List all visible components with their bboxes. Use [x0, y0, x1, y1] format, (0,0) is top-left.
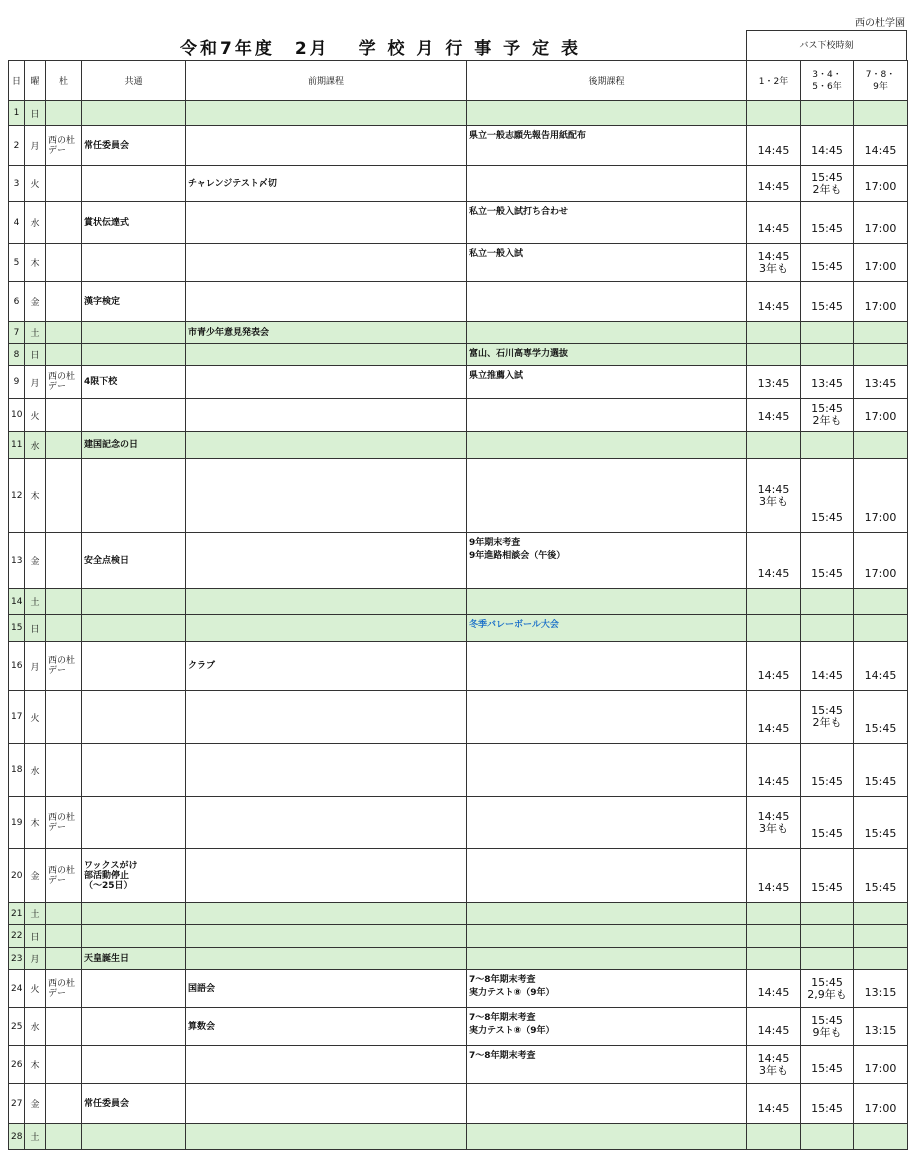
- second-term-cell: [467, 399, 747, 432]
- common-cell: [82, 244, 186, 282]
- table-row: [9, 925, 908, 948]
- first-term-cell: [186, 589, 467, 615]
- common-cell: [82, 101, 186, 126]
- sha-cell: [46, 101, 82, 126]
- first-term-cell: クラブ: [186, 642, 467, 691]
- day-cell: 9: [9, 366, 25, 399]
- table-row: [9, 366, 908, 399]
- bus-time-1-2: [747, 344, 801, 366]
- common-cell: [82, 903, 186, 925]
- bus-header: バス下校時刻: [746, 30, 907, 60]
- bus-time-3-6: [801, 589, 854, 615]
- dow-cell: 水: [25, 744, 46, 797]
- sha-cell: [46, 202, 82, 244]
- common-cell: 安全点検日: [82, 533, 186, 589]
- second-term-cell: [467, 849, 747, 903]
- bus-time-7-9: [854, 322, 908, 344]
- dow-cell: 木: [25, 797, 46, 849]
- bus-time-1-2: 14:45 3年も: [747, 459, 801, 533]
- sha-cell: 西の杜 デー: [46, 642, 82, 691]
- dow-cell: 日: [25, 615, 46, 642]
- day-cell: 28: [9, 1124, 25, 1150]
- sha-cell: [46, 615, 82, 642]
- bus-time-1-2: 14:45: [747, 282, 801, 322]
- common-cell: [82, 1008, 186, 1046]
- day-cell: 23: [9, 948, 25, 970]
- day-cell: 7: [9, 322, 25, 344]
- first-term-cell: [186, 202, 467, 244]
- common-cell: [82, 797, 186, 849]
- schedule-table: [8, 60, 908, 1150]
- day-cell: 15: [9, 615, 25, 642]
- bus-time-7-9: 14:45: [854, 642, 908, 691]
- bus-time-7-9: 17:00: [854, 399, 908, 432]
- dow-cell: 日: [25, 925, 46, 948]
- common-cell: [82, 744, 186, 797]
- second-term-cell: [467, 282, 747, 322]
- sha-cell: [46, 282, 82, 322]
- second-term-cell: [467, 903, 747, 925]
- bus-time-1-2: 14:45: [747, 1008, 801, 1046]
- day-cell: 21: [9, 903, 25, 925]
- dow-cell: 金: [25, 282, 46, 322]
- dow-cell: 木: [25, 244, 46, 282]
- dow-cell: 木: [25, 1046, 46, 1084]
- first-term-cell: [186, 615, 467, 642]
- bus-time-3-6: 15:45: [801, 533, 854, 589]
- dow-cell: 水: [25, 432, 46, 459]
- common-cell: [82, 459, 186, 533]
- second-term-cell: [467, 589, 747, 615]
- table-row: [9, 691, 908, 744]
- first-term-cell: [186, 533, 467, 589]
- dow-cell: 土: [25, 322, 46, 344]
- common-cell: [82, 1124, 186, 1150]
- common-cell: [82, 322, 186, 344]
- sha-cell: 西の杜 デー: [46, 366, 82, 399]
- bus-time-1-2: 14:45 3年も: [747, 244, 801, 282]
- day-cell: 24: [9, 970, 25, 1008]
- bus-time-1-2: [747, 589, 801, 615]
- dow-cell: 火: [25, 691, 46, 744]
- sha-cell: 西の杜 デー: [46, 797, 82, 849]
- dow-cell: 土: [25, 589, 46, 615]
- dow-cell: 日: [25, 344, 46, 366]
- bus-time-7-9: [854, 903, 908, 925]
- bus-time-1-2: 14:45: [747, 970, 801, 1008]
- table-row: [9, 344, 908, 366]
- bus-time-3-6: [801, 615, 854, 642]
- day-cell: 1: [9, 101, 25, 126]
- second-term-cell: [467, 744, 747, 797]
- common-cell: 漢字検定: [82, 282, 186, 322]
- table-row: [9, 970, 908, 1008]
- common-cell: 建国記念の日: [82, 432, 186, 459]
- day-cell: 11: [9, 432, 25, 459]
- sha-cell: [46, 166, 82, 202]
- bus-time-3-6: 13:45: [801, 366, 854, 399]
- day-cell: 27: [9, 1084, 25, 1124]
- first-term-cell: [186, 459, 467, 533]
- day-cell: 20: [9, 849, 25, 903]
- second-term-cell: [467, 101, 747, 126]
- first-term-cell: チャレンジテスト〆切: [186, 166, 467, 202]
- bus-time-3-6: 15:45: [801, 244, 854, 282]
- common-cell: [82, 970, 186, 1008]
- day-cell: 12: [9, 459, 25, 533]
- second-term-cell: [467, 797, 747, 849]
- col-grade-1-2: 1・2年: [747, 61, 801, 101]
- bus-time-1-2: 14:45: [747, 642, 801, 691]
- bus-time-1-2: 14:45: [747, 166, 801, 202]
- bus-time-7-9: [854, 589, 908, 615]
- col-sha: 杜: [46, 61, 82, 101]
- sha-cell: [46, 322, 82, 344]
- school-name: 西の杜学園: [855, 18, 905, 29]
- common-cell: [82, 642, 186, 691]
- dow-cell: 木: [25, 459, 46, 533]
- bus-time-3-6: [801, 1124, 854, 1150]
- second-term-cell: [467, 432, 747, 459]
- bus-time-3-6: 14:45: [801, 642, 854, 691]
- bus-time-7-9: [854, 925, 908, 948]
- bus-time-7-9: 17:00: [854, 166, 908, 202]
- col-day: 日: [9, 61, 25, 101]
- table-row: [9, 1008, 908, 1046]
- day-cell: 22: [9, 925, 25, 948]
- table-row: [9, 244, 908, 282]
- sha-cell: [46, 533, 82, 589]
- table-row: [9, 101, 908, 126]
- bus-time-7-9: 17:00: [854, 1084, 908, 1124]
- second-term-cell: [467, 925, 747, 948]
- bus-time-7-9: 17:00: [854, 282, 908, 322]
- day-cell: 6: [9, 282, 25, 322]
- bus-time-7-9: [854, 344, 908, 366]
- table-row: [9, 744, 908, 797]
- dow-cell: 月: [25, 126, 46, 166]
- dow-cell: 日: [25, 101, 46, 126]
- bus-time-7-9: 17:00: [854, 459, 908, 533]
- common-cell: 常任委員会: [82, 1084, 186, 1124]
- day-cell: 25: [9, 1008, 25, 1046]
- bus-time-3-6: [801, 101, 854, 126]
- first-term-cell: [186, 1124, 467, 1150]
- bus-time-7-9: 14:45: [854, 126, 908, 166]
- sha-cell: [46, 948, 82, 970]
- bus-time-3-6: 15:45: [801, 744, 854, 797]
- day-cell: 10: [9, 399, 25, 432]
- table-row: [9, 459, 908, 533]
- first-term-cell: 国語会: [186, 970, 467, 1008]
- day-cell: 5: [9, 244, 25, 282]
- dow-cell: 土: [25, 1124, 46, 1150]
- sha-cell: [46, 903, 82, 925]
- bus-time-7-9: 13:15: [854, 1008, 908, 1046]
- day-cell: 14: [9, 589, 25, 615]
- bus-time-1-2: 14:45: [747, 849, 801, 903]
- bus-time-1-2: [747, 903, 801, 925]
- bus-time-7-9: 13:45: [854, 366, 908, 399]
- second-term-cell: 7～8年期末考査: [467, 1046, 747, 1084]
- dow-cell: 金: [25, 849, 46, 903]
- bus-time-1-2: [747, 322, 801, 344]
- day-cell: 18: [9, 744, 25, 797]
- day-cell: 26: [9, 1046, 25, 1084]
- table-row: [9, 282, 908, 322]
- common-cell: [82, 589, 186, 615]
- first-term-cell: 市青少年意見発表会: [186, 322, 467, 344]
- dow-cell: 月: [25, 948, 46, 970]
- bus-time-1-2: 14:45: [747, 744, 801, 797]
- second-term-cell: [467, 1124, 747, 1150]
- dow-cell: 水: [25, 1008, 46, 1046]
- sha-cell: 西の杜 デー: [46, 849, 82, 903]
- bus-time-3-6: [801, 903, 854, 925]
- dow-cell: 金: [25, 533, 46, 589]
- bus-time-1-2: [747, 925, 801, 948]
- bus-time-3-6: 15:45 9年も: [801, 1008, 854, 1046]
- first-term-cell: [186, 903, 467, 925]
- bus-time-1-2: 14:45 3年も: [747, 797, 801, 849]
- table-row: [9, 903, 908, 925]
- first-term-cell: [186, 691, 467, 744]
- bus-time-3-6: 15:45 2年も: [801, 691, 854, 744]
- sha-cell: [46, 1124, 82, 1150]
- day-cell: 17: [9, 691, 25, 744]
- day-cell: 8: [9, 344, 25, 366]
- first-term-cell: [186, 399, 467, 432]
- first-term-cell: [186, 344, 467, 366]
- common-cell: [82, 925, 186, 948]
- bus-time-1-2: 14:45: [747, 691, 801, 744]
- sha-cell: [46, 691, 82, 744]
- bus-time-3-6: 15:45: [801, 1084, 854, 1124]
- dow-cell: 金: [25, 1084, 46, 1124]
- bus-time-7-9: 13:15: [854, 970, 908, 1008]
- first-term-cell: [186, 948, 467, 970]
- bus-time-7-9: 15:45: [854, 744, 908, 797]
- bus-time-3-6: 15:45 2年も: [801, 399, 854, 432]
- bus-time-7-9: [854, 948, 908, 970]
- bus-time-3-6: 14:45: [801, 126, 854, 166]
- bus-time-1-2: 14:45: [747, 399, 801, 432]
- common-cell: [82, 166, 186, 202]
- bus-time-7-9: [854, 101, 908, 126]
- dow-cell: 月: [25, 366, 46, 399]
- bus-time-1-2: [747, 948, 801, 970]
- second-term-cell: 県立一般志願先報告用紙配布: [467, 126, 747, 166]
- bus-time-3-6: 15:45: [801, 282, 854, 322]
- bus-time-7-9: 17:00: [854, 533, 908, 589]
- table-row: [9, 589, 908, 615]
- second-term-cell: 9年期末考査 9年進路相談会（午後）: [467, 533, 747, 589]
- second-term-cell: 冬季バレーボール大会: [467, 615, 747, 642]
- second-term-cell: [467, 691, 747, 744]
- col-first-term: 前期課程: [186, 61, 467, 101]
- common-cell: [82, 615, 186, 642]
- bus-time-3-6: 15:45: [801, 1046, 854, 1084]
- sha-cell: [46, 589, 82, 615]
- dow-cell: 土: [25, 903, 46, 925]
- first-term-cell: [186, 925, 467, 948]
- bus-time-3-6: 15:45 2,9年も: [801, 970, 854, 1008]
- bus-time-3-6: [801, 344, 854, 366]
- bus-time-7-9: [854, 1124, 908, 1150]
- bus-time-3-6: [801, 948, 854, 970]
- header-row: [9, 61, 908, 101]
- dow-cell: 火: [25, 166, 46, 202]
- second-term-cell: 7～8年期末考査 実力テスト⑧（9年）: [467, 970, 747, 1008]
- common-cell: [82, 344, 186, 366]
- bus-time-7-9: 15:45: [854, 849, 908, 903]
- common-cell: 賞状伝達式: [82, 202, 186, 244]
- second-term-cell: 私立一般入試: [467, 244, 747, 282]
- sha-cell: 西の杜 デー: [46, 126, 82, 166]
- second-term-cell: 富山、石川高専学力選抜: [467, 344, 747, 366]
- bus-time-1-2: 14:45: [747, 1084, 801, 1124]
- sha-cell: [46, 744, 82, 797]
- sha-cell: [46, 244, 82, 282]
- common-cell: ワックスがけ 部活動停止 （～25日）: [82, 849, 186, 903]
- table-row: [9, 1124, 908, 1150]
- table-row: [9, 849, 908, 903]
- common-cell: 4限下校: [82, 366, 186, 399]
- first-term-cell: [186, 797, 467, 849]
- first-term-cell: [186, 101, 467, 126]
- table-row: [9, 166, 908, 202]
- second-term-cell: [467, 166, 747, 202]
- page-title: 令和7年度 2月 学 校 月 行 事 予 定 表: [180, 39, 582, 59]
- bus-time-3-6: [801, 432, 854, 459]
- common-cell: [82, 1046, 186, 1084]
- bus-time-3-6: 15:45 2年も: [801, 166, 854, 202]
- table-row: [9, 432, 908, 459]
- col-second-term: 後期課程: [467, 61, 747, 101]
- common-cell: [82, 399, 186, 432]
- first-term-cell: [186, 432, 467, 459]
- first-term-cell: [186, 1046, 467, 1084]
- second-term-cell: [467, 322, 747, 344]
- bus-time-3-6: 15:45: [801, 459, 854, 533]
- second-term-cell: 私立一般入試打ち合わせ: [467, 202, 747, 244]
- bus-time-7-9: [854, 615, 908, 642]
- col-dow: 曜: [25, 61, 46, 101]
- bus-time-3-6: 15:45: [801, 849, 854, 903]
- second-term-cell: [467, 642, 747, 691]
- dow-cell: 月: [25, 642, 46, 691]
- sha-cell: [46, 399, 82, 432]
- col-common: 共通: [82, 61, 186, 101]
- table-row: [9, 948, 908, 970]
- day-cell: 4: [9, 202, 25, 244]
- bus-time-1-2: [747, 432, 801, 459]
- bus-time-3-6: 15:45: [801, 202, 854, 244]
- bus-time-7-9: 15:45: [854, 797, 908, 849]
- sha-cell: [46, 432, 82, 459]
- sha-cell: [46, 344, 82, 366]
- table-row: [9, 1084, 908, 1124]
- table-row: [9, 322, 908, 344]
- second-term-cell: [467, 948, 747, 970]
- second-term-cell: 7～8年期末考査 実力テスト⑧（9年）: [467, 1008, 747, 1046]
- first-term-cell: [186, 1084, 467, 1124]
- col-grade-7-9: 7・8・ 9年: [854, 61, 908, 101]
- day-cell: 19: [9, 797, 25, 849]
- bus-time-1-2: 14:45 3年も: [747, 1046, 801, 1084]
- bus-time-7-9: 17:00: [854, 202, 908, 244]
- common-cell: 常任委員会: [82, 126, 186, 166]
- bus-time-1-2: [747, 1124, 801, 1150]
- day-cell: 16: [9, 642, 25, 691]
- table-row: [9, 615, 908, 642]
- common-cell: [82, 691, 186, 744]
- bus-time-3-6: [801, 322, 854, 344]
- first-term-cell: [186, 366, 467, 399]
- first-term-cell: [186, 849, 467, 903]
- first-term-cell: [186, 244, 467, 282]
- bus-time-1-2: 14:45: [747, 533, 801, 589]
- table-row: [9, 126, 908, 166]
- sha-cell: [46, 459, 82, 533]
- second-term-cell: [467, 459, 747, 533]
- bus-time-1-2: 14:45: [747, 202, 801, 244]
- table-row: [9, 642, 908, 691]
- second-term-cell: [467, 1084, 747, 1124]
- sha-cell: [46, 1046, 82, 1084]
- sha-cell: [46, 925, 82, 948]
- bus-time-1-2: [747, 615, 801, 642]
- table-row: [9, 202, 908, 244]
- dow-cell: 火: [25, 970, 46, 1008]
- day-cell: 3: [9, 166, 25, 202]
- bus-time-7-9: [854, 432, 908, 459]
- bus-time-7-9: 17:00: [854, 244, 908, 282]
- first-term-cell: [186, 744, 467, 797]
- day-cell: 13: [9, 533, 25, 589]
- bus-time-3-6: [801, 925, 854, 948]
- first-term-cell: 算数会: [186, 1008, 467, 1046]
- bus-time-7-9: 17:00: [854, 1046, 908, 1084]
- first-term-cell: [186, 126, 467, 166]
- dow-cell: 水: [25, 202, 46, 244]
- dow-cell: 火: [25, 399, 46, 432]
- bus-time-1-2: [747, 101, 801, 126]
- common-cell: 天皇誕生日: [82, 948, 186, 970]
- bus-time-1-2: 14:45: [747, 126, 801, 166]
- bus-time-3-6: 15:45: [801, 797, 854, 849]
- sha-cell: 西の杜 デー: [46, 970, 82, 1008]
- bus-time-1-2: 13:45: [747, 366, 801, 399]
- table-row: [9, 1046, 908, 1084]
- sha-cell: [46, 1084, 82, 1124]
- second-term-cell: 県立推薦入試: [467, 366, 747, 399]
- first-term-cell: [186, 282, 467, 322]
- bus-time-7-9: 15:45: [854, 691, 908, 744]
- table-row: [9, 797, 908, 849]
- day-cell: 2: [9, 126, 25, 166]
- col-grade-3-6: 3・4・ 5・6年: [801, 61, 854, 101]
- table-row: [9, 399, 908, 432]
- sha-cell: [46, 1008, 82, 1046]
- table-row: [9, 533, 908, 589]
